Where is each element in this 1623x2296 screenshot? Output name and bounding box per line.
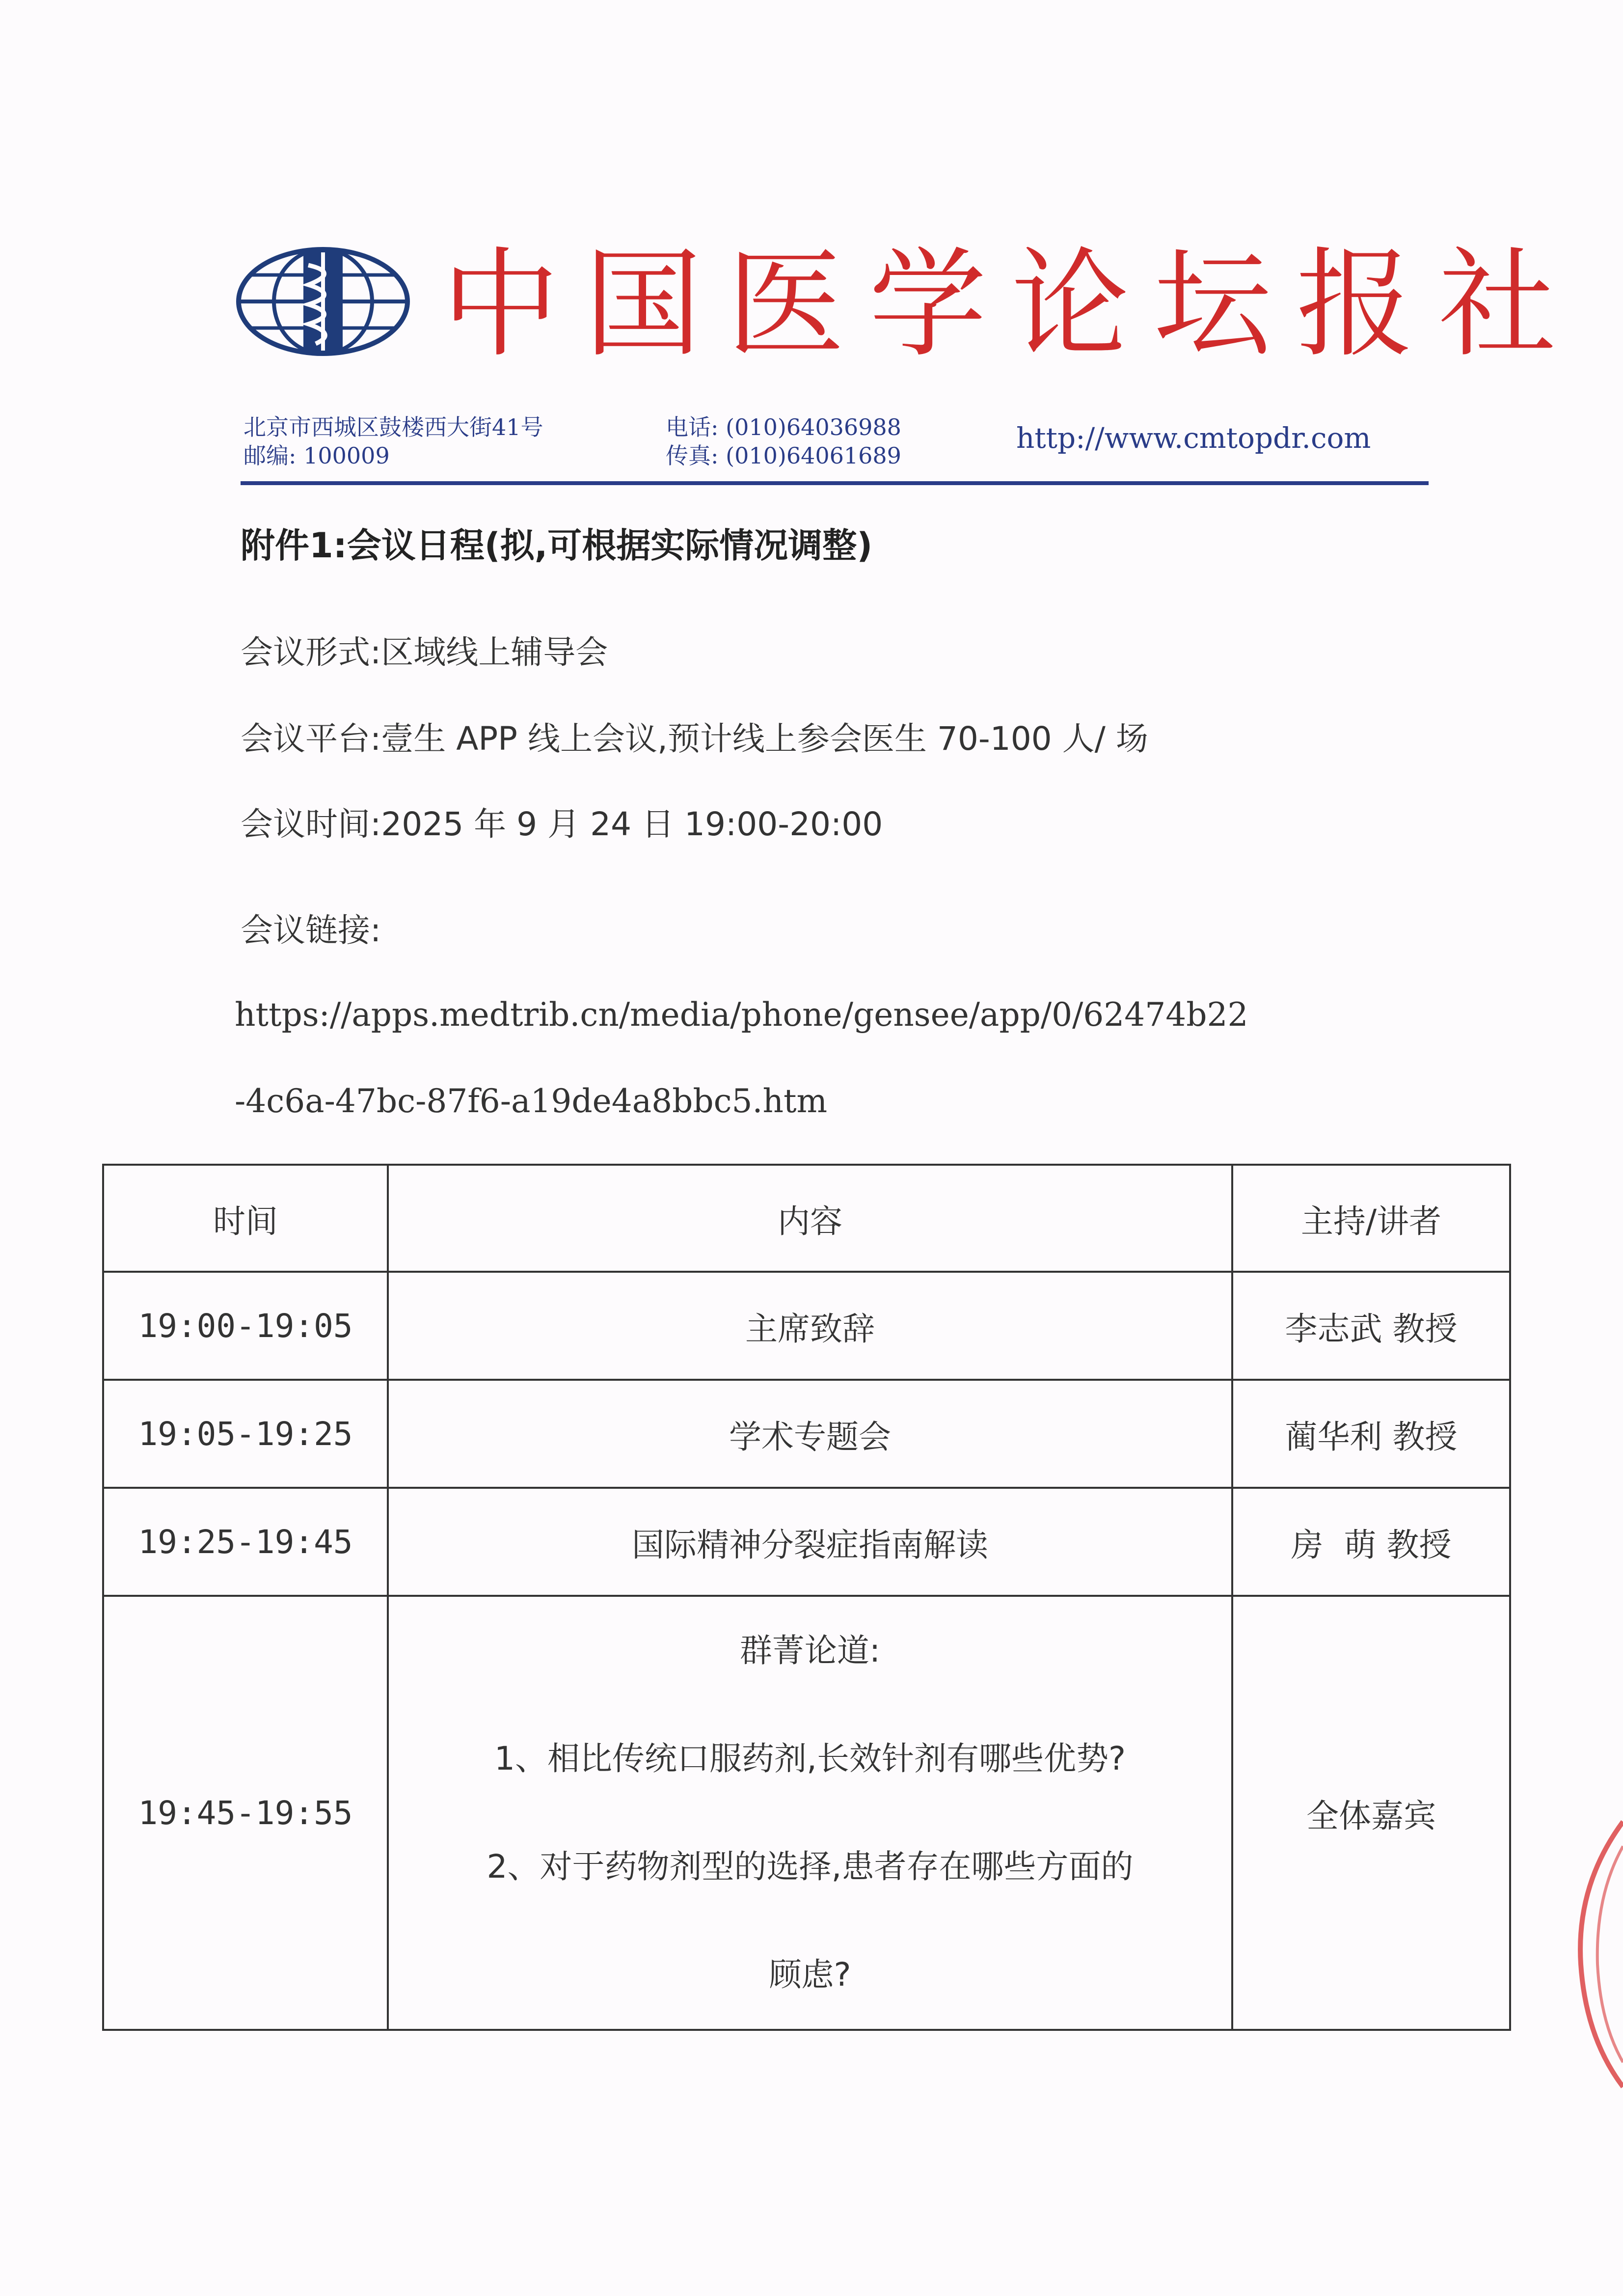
row-speaker: 李志武 教授 (1232, 1272, 1510, 1380)
table-row (103, 1488, 1510, 1596)
header-divider (241, 481, 1429, 485)
row-content: 主席致辞 (388, 1272, 1232, 1380)
header-speaker: 主持/讲者 (1232, 1165, 1510, 1272)
meeting-link-url-part2[interactable]: -4c6a-47bc-87f6-a19de4a8bbc5.htm (235, 1082, 828, 1120)
document-title: 附件1:会议日程(拟,可根据实际情况调整) (241, 525, 873, 566)
meeting-format: 会议形式:区域线上辅导会 (241, 633, 608, 671)
row-speaker: 蔺华利 教授 (1232, 1380, 1510, 1488)
row-content: 国际精神分裂症指南解读 (388, 1488, 1232, 1596)
panel-title: 群菁论道: (739, 1632, 881, 1669)
fax-text: 传真: (010)64061689 (666, 442, 901, 469)
address-text: 北京市西城区鼓楼西大街41号 (243, 414, 543, 440)
schedule-table (102, 1164, 1511, 2031)
globe-logo-icon (235, 246, 411, 357)
seal-stamp-fragment (1566, 1817, 1623, 2092)
row-speaker: 房 萌 教授 (1232, 1488, 1510, 1596)
row-content: 学术专题会 (388, 1380, 1232, 1488)
meeting-link-url-part1[interactable]: https://apps.medtrib.cn/media/phone/gensee/app/0/62474b22 (235, 996, 1248, 1034)
panel-speaker: 全体嘉宾 (1232, 1596, 1510, 2030)
panel-content (388, 1596, 1232, 2030)
phone-text: 电话: (010)64036988 (666, 414, 901, 440)
header-time: 时间 (103, 1165, 388, 1272)
organization-name: 中国医学论坛报社 (442, 236, 1581, 373)
meeting-platform: 会议平台:壹生 APP 线上会议,预计线上参会医生 70-100 人/ 场 (241, 720, 1148, 758)
header-content: 内容 (388, 1165, 1232, 1272)
table-row (103, 1272, 1510, 1380)
table-row (103, 1380, 1510, 1488)
row-time: 19:00-19:05 (103, 1272, 388, 1380)
panel-question-2-cont: 顾虑? (769, 1956, 851, 1994)
panel-time: 19:45-19:55 (103, 1596, 388, 2030)
meeting-time: 会议时间:2025 年 9 月 24 日 19:00-20:00 (241, 805, 883, 843)
website-link[interactable]: http://www.cmtopdr.com (1016, 421, 1371, 455)
table-header-row (103, 1165, 1510, 1272)
row-time: 19:05-19:25 (103, 1380, 388, 1488)
panel-question-2: 2、对于药物剂型的选择,患者存在哪些方面的 (487, 1848, 1134, 1886)
postcode-text: 邮编: 100009 (243, 442, 390, 469)
table-row-panel (103, 1596, 1510, 2030)
panel-question-1: 1、相比传统口服药剂,长效针剂有哪些优势? (494, 1740, 1126, 1777)
row-time: 19:25-19:45 (103, 1488, 388, 1596)
meeting-link-label: 会议链接: (241, 911, 381, 949)
